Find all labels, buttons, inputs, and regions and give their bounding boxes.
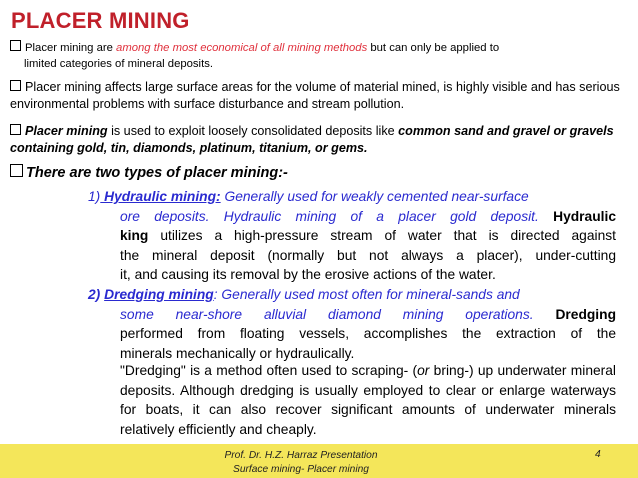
bullet-deposits: Placer mining is used to exploit loosely consolidated deposits like common sand and gravel or gravels containing gold, tin, diamonds, platinum, titanium, or gems. [10,124,614,155]
dredging-mining-item: 2) Dredging mining: Generally used most often for mineral-sands and some near-shore alluvial diamond mining operations. Dredging performed from floating vessels, accomplishes the extraction of the minerals mechanically or hydraulically. [88,287,616,361]
checkbox-bullet-icon [10,124,21,135]
checkbox-bullet-icon [10,40,21,51]
dredging-mining-heading: Dredging mining [104,287,214,302]
bullet-types-heading: There are two types of placer mining:- [10,164,288,181]
hydraulic-mining-heading: Hydraulic mining: [100,189,221,204]
checkbox-bullet-icon [10,164,23,177]
bullet-environment: Placer mining affects large surface areas for the volume of material mined, is highly visible and has serious environmental problems with surface disturbance and stream pollution. [10,80,620,111]
page-title: PLACER MINING [11,8,190,33]
bullet-economical: Placer mining are among the most economical of all mining methods but can only be applied to limited categories of mineral deposits. [10,40,625,72]
dredging-note: "Dredging" is a method often used to scraping- (or bring-) up underwater mineral deposits. Although dredging is usually employed to clear or enlarge waterways for boats, it can also recover significant amounts of underwater minerals relatively efficiently and cheaply. [120,363,616,437]
hydraulic-mining-item: 1) Hydraulic mining: Generally used for weakly cemented near-surface ore deposits. Hydraulic mining of a placer gold deposit. Hydraulic king utilizes a high-pressure stream of water that is directed against the mineral deposit (normally but not always a placer), under-cutting it, and causing its removal by the erosive actions of the water. [88,189,616,282]
page-number: 4 [595,449,601,460]
footer-credit: Prof. Dr. H.Z. Harraz Presentation Surface mining- Placer mining [224,450,378,475]
emphasis-text: among the most economical of all mining methods [116,42,368,54]
checkbox-bullet-icon [10,80,21,91]
